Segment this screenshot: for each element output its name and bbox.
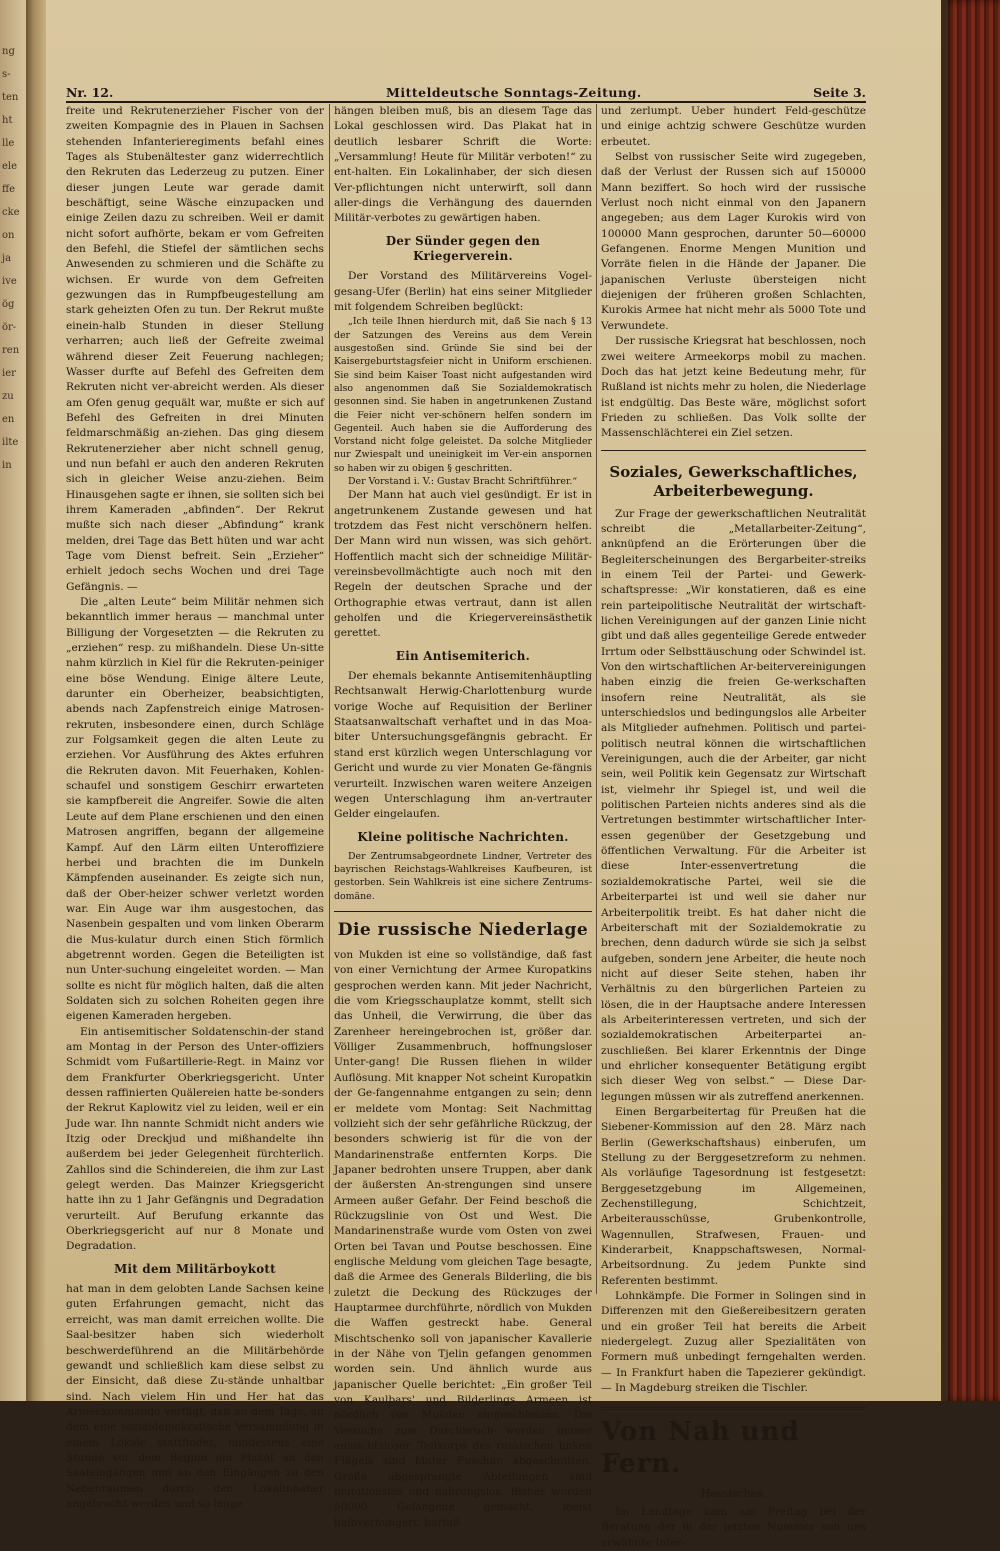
newspaper-title: Mitteldeutsche Sonntags-Zeitung. bbox=[386, 85, 642, 100]
article-paragraph: freite und Rekrutenerzieher Fischer von der zweiten Kompagnie des in Plauen in Sachsen stehenden Infanterieregiments befahl eines Tages als Stubenältester ganz widerrechtlich den Rekruten das Lederzeug zu putzen. Einer dieser jungen Leute war gerade damit beschäftigt, seine Wäsche einzupacken und einige Zeilen dazu zu schreiben. Weil er damit nicht sofort aufhörte, bekam er vom Gefreiten den Befehl, die Stiefel der sämtlichen sechs Anwesenden zu schmieren und die Schäfte zu wichsen. Er wurde von dem Gefreiten gezwungen das in Rumpfbeugestellung am stark geheizten Ofen zu tun. Der Rekrut mußte einein-halb Stunden in dieser Stellung verharren; auch ließ der Gefreite zweimal während dieser Zeit Feuerung nachlegen; Wasser durfte auf Befehl des Gefreiten dem Rekruten nicht ver-abreicht werden. Als dieser am Ofen genug gequält war, mußte er sich auf Befehl des Gefreiten in drei Minuten feldmarschmäßig an-ziehen. Das ging diesem Rekrutenerzieher aber nicht schnell genug, und nun befahl er auch den anderen Rekruten sich in gleicher Weise anzu-ziehen. Beim Hinausgehen sagte er ihnen, sie sollten sich bei ihrem Kameraden „abfinden“. Der Rekrut mußte sich nach dieser „Abfindung“ krank melden, drei Tage das Bett hüten und war acht Tage vom Dienst befreit. Sein „Erzieher“ erhielt jedoch sechs Wochen und drei Tage Gefängnis. — bbox=[66, 105, 324, 593]
facing-page-fragment: zu bbox=[2, 391, 14, 402]
facing-page-fragment: ren bbox=[2, 345, 20, 356]
issue-number: Nr. 12. bbox=[66, 85, 114, 100]
article-paragraph: Im Landtage kam am Freitag bei der Beratung der in der letzten Nummer von uns erwähnte Inter- bbox=[601, 1505, 866, 1549]
headline-russische-niederlage: Die russische Niederlage bbox=[337, 920, 589, 941]
column-3 bbox=[601, 104, 866, 1551]
facing-page-fragment: cke bbox=[2, 207, 20, 218]
article-paragraph: Die „alten Leute“ beim Militär nehmen sich bekanntlich immer heraus — manchmal unter Billigung der Vorgesetzten — die Rekruten zu „erziehen“ resp. zu mißhandeln. Diese Un-sitte nahm kürzlich in Kiel für die Rekruten-peiniger eine böse Wendung. Einige ältere Leute, darunter ein Oberheizer, beabsichtigten, abends nach Zapfenstreich einige Matrosen-rekruten, insbesondere einen, durch Schläge zur Folgsamkeit gegen die alten Leute zu erziehen. Vor Ausführung des Aktes erfuhren die Rekruten davon. Mit Feuerhaken, Kohlen-schaufel und sonstigem Geschirr erwarteten sie kampfbereit die Angreifer. Sowie die alten Leute auf dem Plane erschienen und den einen Matrosen angriffen, begann der allgemeine Kampf. Auf den Lärm eilten Unteroffiziere herbei und brachten die im Dunkeln Kämpfenden auseinander. Es zeigte sich nun, daß der Ober-heizer schwer verletzt worden war. Ein Auge war ihm ausgestochen, das Nasenbein gespalten und vom linken Oberarm die Mus-kulatur durch einen Stich förmlich abgetrennt worden. Gegen die Beteiligten ist nun Unter-suchung eingeleitet worden. — Man sollte es nicht für möglich halten, daß die alten Soldaten sich zu solchen Roheiten gegen ihre eigenen Kameraden hergeben. bbox=[66, 596, 324, 1023]
article-paragraph: Ein antisemitischer Soldatenschin-der stand am Montag in der Person des Unter-offiziers Schmidt vom Fußartillerie-Regt. in Mainz vor dem Frankfurter Oberkriegsgericht. Unter dessen raffinierten Quälereien hatte be-sonders der Rekrut Kaplowitz viel zu leiden, weil er ein Jude war. Ihn nannte Schmidt nicht anders wie Itzig oder Dreckjud und mißhandelte ihn außerdem bei jeder Gelegenheit fürchterlich. Zahllos sind die Schindereien, die ihm zur Last gelegt werden. Das Mainzer Kriegsgericht hatte ihn zu 1 Jahr Gefängnis und Degradation verurteilt. Auf Berufung erkannte das Oberkriegsgericht auf nur 8 Monate und Degradation. bbox=[66, 1025, 324, 1253]
newspaper-page bbox=[46, 0, 941, 1549]
article-paragraph: Selbst von russischer Seite wird zugegeben, daß der Verlust der Russen sich auf 150000 Mann beziffert. So hoch wird der russische Verlust noch nicht einmal von den Japanern angegeben; aus dem Lager Kurokis wird von 100000 Mann gesprochen, darunter 50—60000 Gefangenen. Enorme Mengen Munition und Vorräte fielen in die Hände der Japaner. Die japanischen Verluste übersteigen nicht diejenigen der früheren großen Schlachten, Kurokis Armee hat nicht mehr als 5000 Tote und Verwundete. bbox=[601, 151, 866, 332]
article-paragraph: Lohnkämpfe. Die Former in Solingen sind in Differenzen mit den Gießereibesitzern geraten und ein großer Teil hat bereits die Arbeit niedergelegt. Zuzug aller Spezialitäten von Formern muß unbedingt ferngehalten werden. — In Frankfurt haben die Tapezierer gekündigt. — In Magdeburg streiken die Tischler. bbox=[601, 1290, 866, 1395]
article-paragraph: Zur Frage der gewerkschaftlichen Neutralität schreibt die „Metallarbeiter-Zeitung“, anknüpfend an die Erörterungen über die Begleiterscheinungen des Bergarbeiter-streiks in einem Teil der Partei- und Gewerk-schaftspresse: „Wir konstatieren, daß es eine rein parteipolitische Neutralität der wirtschaft-lichen Vereinigungen auf der ganzen Linie nicht gibt und daß alles gegenteilige Gerede entweder Irrtum oder Selbsttäuschung oder Schwindel ist. Von den wirtschaftlichen Ar-beitervereinigungen haben einzig die freien Ge-werkschaften insofern reine Neutralität, als sie unterschiedslos und bedingungslos alle Arbeiter als Mitglieder aufnehmen. Politisch und partei-politisch neutral können die wirtschaftlichen Vereinigungen, auch die der Arbeiter, gar nicht sein, weil Politik kein Gegensatz zur Wirtschaft ist, vielmehr ihr Spiegel ist, und weil die politischen Parteien nichts anderes sind als die Vertretungen bestimmter wirtschaftlicher Inter-essen gegenüber der Gesetzgebung und öffentlichen Verwaltung. Für die Arbeiter ist diese Inter-essenvertretung die sozialdemokratische Partei, weil sie die Arbeiterpartei ist und weil sie daher nur Arbeiterpolitik treibt. Es hat daher nicht die Arbeiterschaft mit der Sozialdemokratie zu brechen, denn dadurch würde sie sich ja selbst aufgeben, sondern jene Arbeiter, die heute noch nicht auf dieser Seite stehen, haben ihr Verhältnis zu den bürgerlichen Parteien zu lösen, die in der Hauptsache andere Interessen als Arbeiterinteressen vertreten, und sich der sozialdemokratischen Arbeiterpartei an-zuschließen. Bei klarer Erkenntnis der Dinge und ehrlicher konsequenter Betätigung ergibt sich dieser Weg von selbst.“ — Diese Dar-legungen müssen wir als zutreffend anerkennen. bbox=[601, 507, 866, 1103]
facing-page-fragment: ja bbox=[2, 253, 12, 264]
article-paragraph: von Mukden ist eine so vollständige, daß fast von einer Vernichtung der Armee Kuropatkins gesprochen werden kann. Mit jeder Nachricht, die vom Kriegsschauplatze kommt, stellt sich das Unheil, die Verwirrung, die über das Zarenheer hereingebrochen ist, größer dar. Völliger Zusammenbruch, hoffnungsloser Unter-gang! Die Russen fliehen in wilder Auflösung. Mit knapper Not scheint Kuropatkin der Ge-fangennahme entgangen zu sein; denn er meldete vom Montag: Seit Nachmittag vollzieht sich der sehr gefährliche Rückzug, der besonders schwierig ist für die von der Mandarinenstraße entfernten Korps. Die Japaner bedrohten unsere Truppen, aber dank der äußersten An-strengungen sind unsere Armeen außer Gefahr. Der Feind beschoß die Rückzugslinie von Ost und West. Die Mandarinenstraße wurde vom Osten von zwei Orten bei Tavan und Poutse beschossen. Eine englische Meldung vom gleichen Tage besagte, daß die Armee des Generals Bilderling, die bis zuletzt die Deckung des Rückzuges der Hauptarmee durchführte, nördlich von Mukden die Waffen gestreckt habe. General Mischtschenko soll von japanischer Kavallerie in der Nähe von Tjelin gefangen genommen worden sein. Und ähnlich wurde aus japanischer Quelle berichtet: „Ein großer Teil von Kaulbars' und Bilderlings Armeen ist nördlich von Mukden eingeschlossen. Die Versuche zum Durchbruch werden immer aussichtsloser. Teilkorps des russischen linken Flügels sind hinter Fuschun abgeschnitten. Große abgesprengte Abteilungen sind munitionslos und nahrungslos. Bisher wurden 50000 Gefangene gemacht, meist halbverhungert, barfuß bbox=[334, 949, 592, 1529]
headline-soziales: Soziales, Gewerkschaftliches, Arbeiterbewegung. bbox=[609, 462, 858, 500]
facing-page-fragment: s- bbox=[2, 69, 11, 80]
binding-edge bbox=[941, 0, 947, 1401]
article-paragraph: und zerlumpt. Ueber hundert Feld-geschütze und einige achtzig schwere Geschütze wurden erbeutet. bbox=[601, 105, 866, 148]
facing-page-fragment: ten bbox=[2, 92, 19, 103]
headline-antisemiterich: Ein Antisemiterich. bbox=[395, 648, 531, 663]
column-2 bbox=[334, 104, 592, 1531]
page-number: Seite 3. bbox=[813, 85, 866, 100]
facing-page-fragment: ele bbox=[2, 161, 18, 172]
facing-page-fragment: on bbox=[2, 230, 15, 241]
column-divider bbox=[329, 104, 330, 1294]
column-1 bbox=[66, 104, 324, 1512]
article-paragraph: Der ehemals bekannte Antisemitenhäuptling Rechtsanwalt Herwig-Charlottenburg wurde vorige Woche auf Requisition der Berliner Staatsanwaltschaft verhaftet und in das Moa-biter Untersuchungsgefängnis gebracht. Er stand erst kürzlich wegen Unterschlagung vor Gericht und wurde zu vier Monaten Ge-fängnis verurteilt. Inzwischen waren weitere Anzeigen wegen Unterschlagung ihm an-vertrauter Gelder eingelaufen. bbox=[334, 670, 592, 821]
facing-page-fragment: ög bbox=[2, 299, 15, 310]
quoted-letter: „Ich teile Ihnen hierdurch mit, daß Sie nach § 13 der Satzungen des Vereins aus dem Verein ausgestoßen sind. Gründe Sie sind bei der Kaisergeburtstagsfeier nicht in Uniform erschienen. Sie sind beim Kaiser Toast nicht aufgestanden wird also angenommen daß Sie Sozialdemokratisch gesonnen sind. Sie haben in angetrunkenen Zustand die Feier nicht ver-schönern helfen sondern im Gegenteil. Auch haben sie die Aufforderung des Vorstand nicht folge geleistet. Da solche Mitglieder nur Zwiespalt und uneinigkeit im Ver-ein anspornen so haben wir zu obigen § geschritten. bbox=[334, 316, 592, 474]
headline-militaerboykott: Mit dem Militärboykott bbox=[114, 1261, 276, 1276]
article-paragraph: Der Vorstand des Militärvereins Vogel-gesang-Ufer (Berlin) hat eins seiner Mitglieder mit folgendem Schreiben beglückt: bbox=[334, 270, 592, 314]
quoted-letter-signature: Der Vorstand i. V.: Gustav Bracht Schriftführer.“ bbox=[348, 476, 578, 488]
section-rule bbox=[334, 911, 592, 912]
facing-page-fragment: ier bbox=[2, 368, 16, 379]
facing-page-fragment: in bbox=[2, 460, 12, 471]
header-rule bbox=[66, 101, 866, 103]
headline-von-nah-und-fern: Von Nah und Fern. bbox=[601, 1416, 800, 1479]
article-paragraph: Der Mann hat auch viel gesündigt. Er ist in angetrunkenem Zustande gewesen und hat trotzdem das Fest nicht verschönern helfen. Der Mann wird nun wissen, was sich gehört. Hoffentlich macht sich der schneidige Militär-vereinsbevollmächtigte auch noch mit den Regeln der deutschen Sprache und der Orthographie etwas vertraut, dann ist allen geholfen und die Kriegervereinsästhetik gerettet. bbox=[334, 489, 592, 640]
column-divider bbox=[596, 104, 597, 1294]
section-rule bbox=[601, 450, 866, 451]
facing-page-fragment: lle bbox=[2, 138, 15, 149]
article-paragraph: Der russische Kriegsrat hat beschlossen, noch zwei weitere Armeekorps mobil zu machen. Doch das hat jetzt keine Bedeutung mehr, für Rußland ist nichts mehr zu holen, die Niederlage ist endgültig. Das Beste wäre, möglichst sofort Frieden zu schließen. Das Volk sollte der Massenschlächterei ein Ziel setzen. bbox=[601, 335, 866, 440]
book-binding bbox=[941, 0, 1000, 1401]
gutter bbox=[26, 0, 46, 1401]
facing-page-fragment: ilte bbox=[2, 437, 19, 448]
facing-page-fragment: ng bbox=[2, 46, 15, 57]
headline-kleine-nachrichten: Kleine politische Nachrichten. bbox=[357, 829, 569, 844]
article-paragraph: Einen Bergarbeitertag für Preußen hat die Siebener-Kommission auf den 28. März nach Berlin (Gewerkschaftshaus) einberufen, um Stellung zu der Berggesetzreform zu nehmen. Als vorläufige Tagesordnung ist festgesetzt: Berggesetzgebung im Allgemeinen, Zechenstillegung, Schichtzeit, Arbeiterausschüsse, Grubenkontrolle, Wagennullen, Strafwesen, Frauen- und Kinderarbeit, Knappschaftswesen, Normal-Arbeitsordnung. Zu jedem Punkte sind Referenten bestimmt. bbox=[601, 1105, 866, 1287]
section-rule bbox=[601, 1407, 866, 1410]
facing-page-fragment: ffe bbox=[2, 184, 16, 195]
facing-page-fragment: ht bbox=[2, 115, 13, 126]
article-paragraph: hängen bleiben muß, bis an diesem Tage das Lokal geschlossen wird. Das Plakat hat in deutlich lesbarer Schrift die Worte: „Versammlung! Heute für Militär verboten!“ zu ent-halten. Ein Lokalinhaber, der sich diesen Ver-pflichtungen nicht unterwirft, soll dann aller-dings die Verhängung des dauernden Militär-verbotes zu gewärtigen haben. bbox=[334, 105, 592, 225]
facing-page-edge bbox=[0, 0, 26, 1401]
facing-page-fragment: ive bbox=[2, 276, 17, 287]
article-paragraph: hat man in dem gelobten Lande Sachsen keine guten Erfahrungen gemacht, nicht das erreicht, was man damit erreichen wollte. Die Saal-besitzer haben sich wiederholt beschwerdeführend an die Militärbehörde gewandt und schließlich kam diese selbst zu der Einsicht, daß diese Zu-stände unhaltbar sind. Nach vielem Hin und Her hat das Armeekommando verfügt, daß an dem Tage, an dem eine sozialdemokratische Versammlung in einem Lokale stattfindet, mindestens eine Stunde vor dem Beginn ein Plakat an den Saaleingängen und an den Eingängen zu den Nebenräumen durch den Lokalinhaber angebracht werden und so lange bbox=[66, 1283, 324, 1510]
facing-page-fragment: ör- bbox=[2, 322, 17, 333]
subheading-hessisches: Hessisches. bbox=[700, 1486, 767, 1500]
facing-page-fragment: en bbox=[2, 414, 15, 425]
headline-suender: Der Sünder gegen den Kriegerverein. bbox=[385, 233, 541, 264]
article-paragraph: Der Zentrumsabgeordnete Lindner, Vertreter des bayrischen Reichstags-Wahlkreises Kaufbeuren, ist gestorben. Sein Wahlkreis ist eine sichere Zentrums-domäne. bbox=[334, 850, 592, 902]
